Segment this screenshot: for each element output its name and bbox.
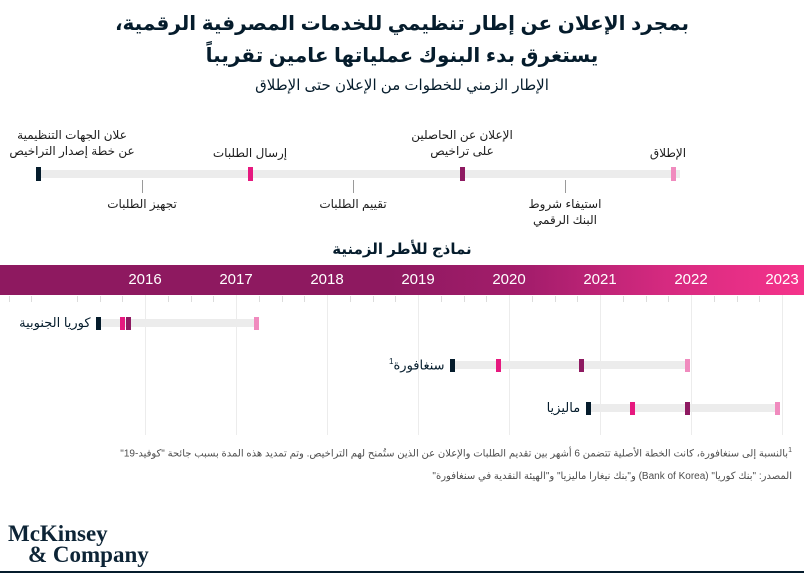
quarter-tick [441,296,442,302]
quarter-tick [191,296,192,302]
process-bar [38,170,680,178]
quarter-tick [350,296,351,302]
quarter-tick [714,296,715,302]
title-line-1: بمجرد الإعلان عن إطار تنظيمي للخدمات المصرفية الرقمية، [114,13,690,35]
row-marker-launch [685,359,690,372]
quarter-tick [77,296,78,302]
row-marker-apply [120,317,125,330]
milestone-marker-announce [36,167,41,181]
year-gridline-2022 [691,295,692,435]
country-label: كوريا الجنوبية [19,315,91,330]
page-subtitle: الإطار الزمني للخطوات من الإعلان حتى الإطلاق [255,77,549,94]
row-marker-launch [775,402,780,415]
substep-label-prepare: تجهيز الطلبات [107,197,177,211]
milestone-label-announce: علان الجهات التنظيمية عن خطة إصدار التراخيص [9,128,135,158]
year-label-2019: 2019 [401,271,435,288]
quarter-tick [486,296,487,302]
milestone-marker-launch [671,167,676,181]
year-gridline-2017 [236,295,237,435]
row-marker-apply [630,402,635,415]
milestone-marker-winners [460,167,465,181]
milestone-label-apply: إرسال الطلبات [212,146,288,160]
row-marker-apply [496,359,501,372]
milestone-marker-apply [248,167,253,181]
substep-tick-evaluate [353,180,354,193]
substep-tick-prepare [142,180,143,193]
logo-line-1: McKinsey [8,521,108,546]
quarter-tick [213,296,214,302]
source-note: المصدر: "بنك كوريا" (Bank of Korea) و"بنك نيغارا ماليزيا" و"الهيئة النقدية في سنغافورة" [432,471,792,482]
year-label-2017: 2017 [219,271,253,288]
quarter-tick [395,296,396,302]
quarter-tick [623,296,624,302]
year-gridline-2016 [145,295,146,435]
substep-label-evaluate: تقييم الطلبات [319,197,387,211]
logo-line-2: & Company [28,542,149,567]
section-title: نماذج للأطر الزمنية [332,241,472,258]
quarter-tick [532,296,533,302]
quarter-tick [373,296,374,302]
row-track [453,361,688,369]
year-gridline-2023 [782,295,783,435]
country-footnote-marker: 1 [389,357,394,366]
country-label: ماليزيا [546,400,581,415]
row-marker-announce [586,402,591,415]
footnote-1-text: بالنسبة إلى سنغافورة، كانت الخطة الأصلية تتضمن 6 أشهر بين تقديم الطلبات والإعلان عن الذين ستُمنح لهم التراخيص. وتم تمديد هذه المدة بسبب جائحة "كوفيد-19" [120,448,789,460]
quarter-tick [464,296,465,302]
year-label-2022: 2022 [674,271,708,288]
row-marker-winners [126,317,131,330]
quarter-tick [577,296,578,302]
year-label-2023: 2023 [765,271,799,288]
year-label-2018: 2018 [310,271,344,288]
row-marker-launch [254,317,259,330]
row-marker-winners [685,402,690,415]
milestone-label-launch: الإطلاق [649,146,687,160]
quarter-tick [122,296,123,302]
page-title [0,8,804,72]
quarter-tick [9,296,10,302]
gantt-chart [0,295,804,437]
row-marker-announce [96,317,101,330]
footnote-marker: 1 [788,447,792,454]
year-label-2016: 2016 [128,271,162,288]
quarter-tick [646,296,647,302]
row-marker-announce [450,359,455,372]
mckinsey-logo [8,523,149,565]
row-track [588,404,777,412]
substep-label-conditions: استيفاء شروط البنك الرقمي [528,197,602,227]
year-axis-band [0,265,804,295]
quarter-tick [759,296,760,302]
quarter-tick [555,296,556,302]
row-marker-winners [579,359,584,372]
quarter-tick [100,296,101,302]
quarter-tick [668,296,669,302]
year-label-2020: 2020 [492,271,526,288]
quarter-tick [31,296,32,302]
quarter-tick [737,296,738,302]
footnote-1 [120,447,792,459]
country-label: سنغافورة$^1$ [389,357,445,373]
quarter-tick [304,296,305,302]
process-timeline [0,110,804,235]
quarter-tick [168,296,169,302]
milestone-label-winners: الإعلان عن الحاصلين على تراخيص [411,128,513,158]
quarter-tick [282,296,283,302]
quarter-tick [259,296,260,302]
title-line-2: يستغرق بدء البنوك عملياتها عامين تقريباً [205,45,599,67]
year-label-2021: 2021 [583,271,617,288]
substep-tick-conditions [565,180,566,193]
